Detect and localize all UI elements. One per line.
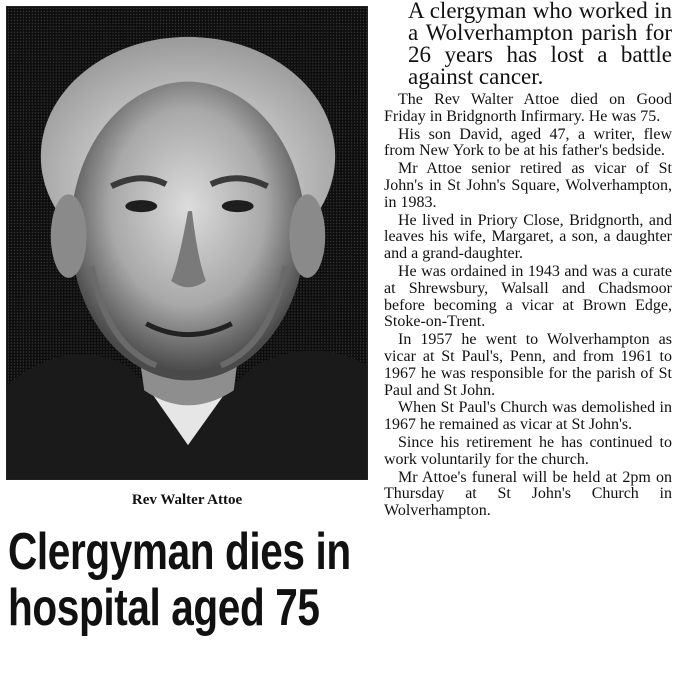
article-paragraph: Since his retirement he has continued to work voluntarily for the church. xyxy=(384,433,672,468)
article-lead: A clergyman who worked in a Wolverhampton parish for 26 years has lost a battle against cancer. xyxy=(408,0,672,89)
article-paragraph: When St Paul's Church was demolished in 1967 he remained as vicar at St John's. xyxy=(384,399,672,434)
article-paragraph: In 1957 he went to Wolverhampton as vicar at St Paul's, Penn, and from 1961 to 1967 he was responsible for the parish of St Paul and St John. xyxy=(384,331,672,399)
headline-line-1: Clergyman dies in xyxy=(8,523,351,581)
article-paragraph: The Rev Walter Attoe died on Good Friday in Bridgnorth Infirmary. He was 75. xyxy=(384,91,672,125)
headline-line-2: hospital aged 75 xyxy=(8,579,320,637)
headline xyxy=(8,524,371,636)
portrait-image xyxy=(7,7,367,479)
article-paragraph: He lived in Priory Close, Bridgnorth, and leaves his wife, Margaret, a son, a daughter and a grand-daughter. xyxy=(384,211,672,263)
article-paragraph: His son David, aged 47, a writer, flew from New York to be at his father's bedside. xyxy=(384,125,672,160)
article-paragraph: Mr Attoe's funeral will be held at 2pm on Thursday at St John's Church in Wolverhampton. xyxy=(384,468,672,520)
article-paragraph: He was ordained in 1943 and was a curate at Shrewsbury, Walsall and Chadsmoor before becoming a vicar at Brown Edge, Stoke-on-Trent. xyxy=(384,262,672,331)
article-body xyxy=(384,0,672,521)
article-paragraph: Mr Attoe senior retired as vicar of St John's in St John's Square, Wolverhampton, in 1983. xyxy=(384,160,672,211)
photo-caption: Rev Walter Attoe xyxy=(131,492,243,508)
portrait-photo xyxy=(6,6,368,480)
